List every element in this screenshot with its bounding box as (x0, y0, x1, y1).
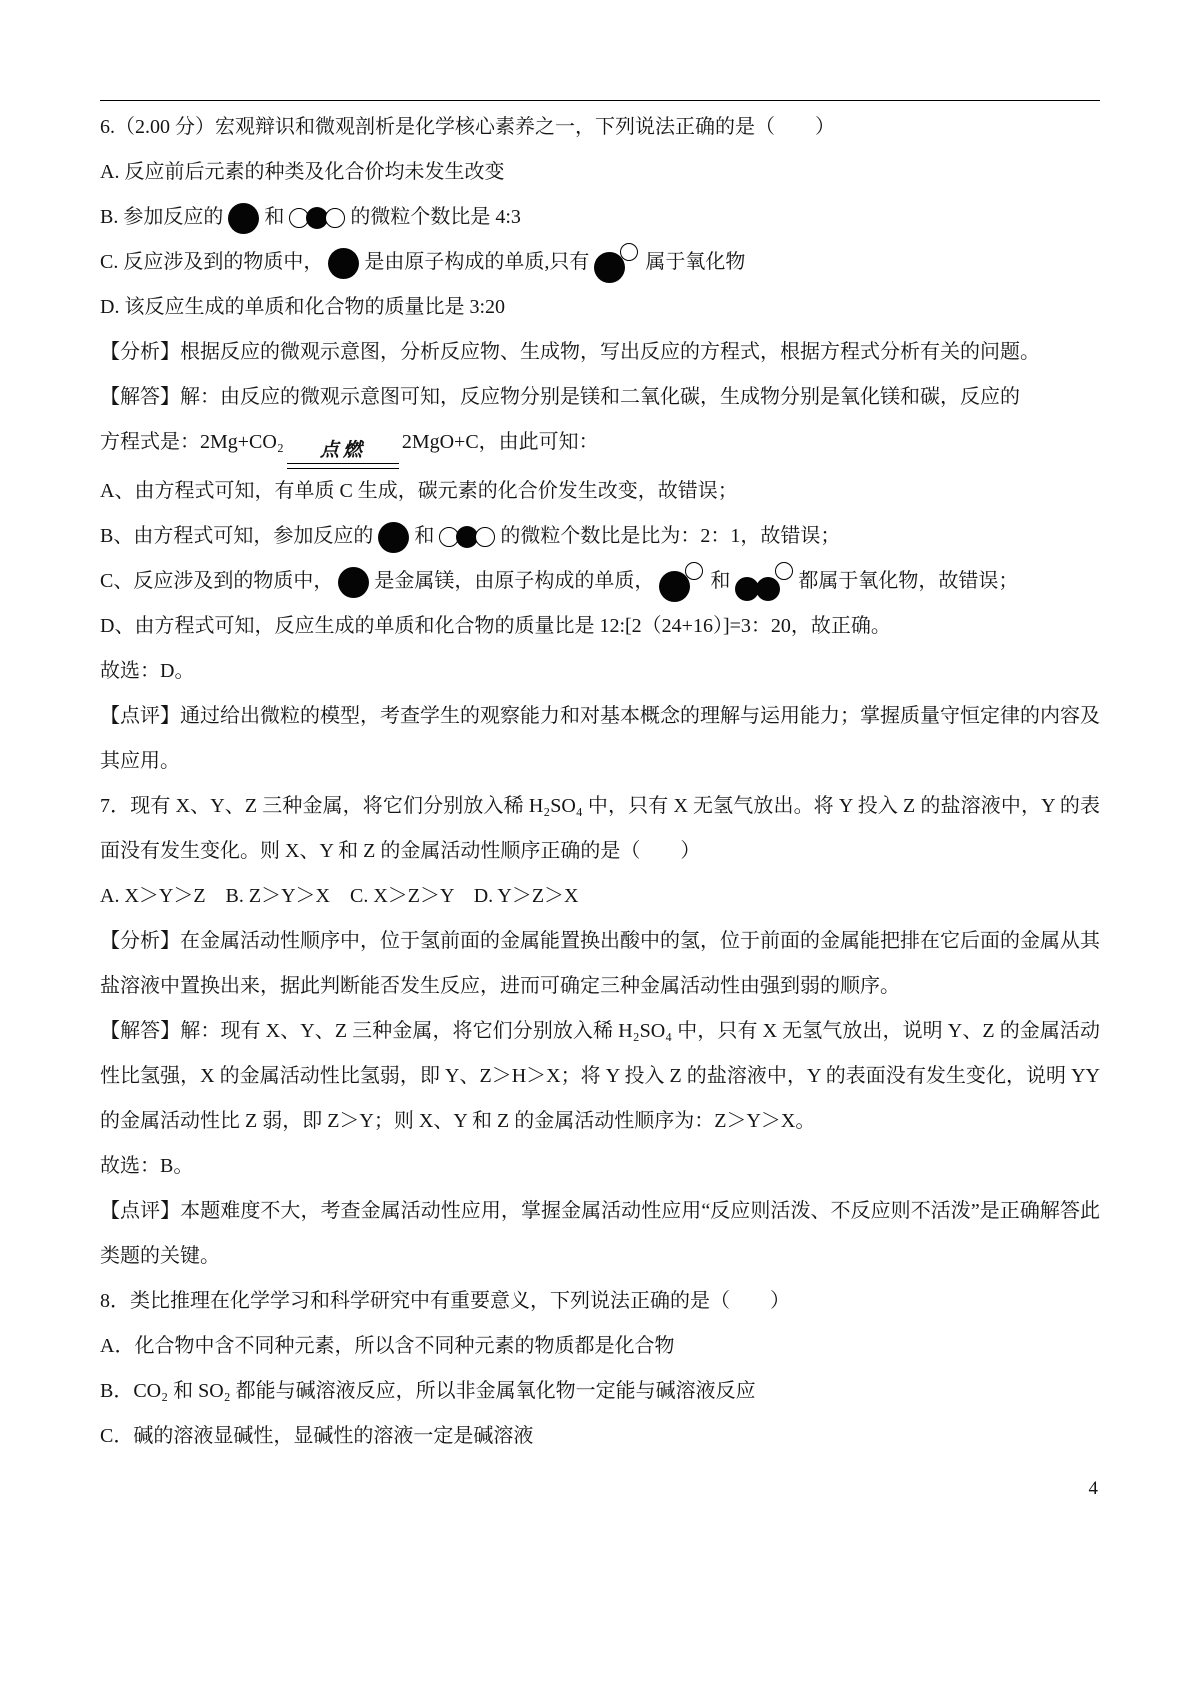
q6-answer-b-post: 的微粒个数比是比为：2：1，故错误； (500, 525, 841, 547)
q6-option-b (100, 195, 1100, 240)
page-number: 4 (1088, 1478, 1098, 1499)
q6-stem: 6.（2.00 分）宏观辩识和微观剖析是化学核心素养之一，下列说法正确的是（ ） (100, 116, 835, 138)
mgo-molecule-icon (659, 561, 705, 603)
q6-option-a: A. 反应前后元素的种类及化合价均未发生改变 (100, 161, 505, 183)
q7-analysis: 【分析】在金属活动性顺序中，位于氢前面的金属能置换出酸中的氢，位于前面的金属能把排在它后面的金属从其盐溶液中置换出来，据此判断能否发生反应，进而可确定三种金属活动性由强到弱的顺序。 (100, 930, 1100, 997)
q7-answer: 【解答】解：现有 X、Y、Z 三种金属，将它们分别放入稀 H₂SO₄ 中，只有 X 无氢气放出，说明 Y、Z 的金属活动性比氢强，X 的金属活动性比氢弱，即 Y、Z＞H＞X；将 Y 投入 Z 的盐溶液中，Y 的表面没有发生变化，说明 YY 的金属活动性比 Z 弱，即 Z＞Y；则 X、Y 和 Z 的金属活动性顺序为：Z＞Y＞X。 (100, 1020, 1100, 1132)
q8-option-a: A．化合物中含不同种元素，所以含不同种元素的物质都是化合物 (100, 1335, 675, 1357)
q6-answer-intro: 【解答】解：由反应的微观示意图可知，反应物分别是镁和二氧化碳，生成物分别是氧化镁和碳，反应的 (100, 386, 1020, 408)
q6-analysis: 【分析】根据反应的微观示意图，分析反应物、生成物，写出反应的方程式，根据方程式分析有关的问题。 (100, 341, 1040, 363)
q6-option-d: D. 该反应生成的单质和化合物的质量比是 3:20 (100, 296, 505, 318)
q8-stem: 8．类比推理在化学学习和科学研究中有重要意义，下列说法正确的是（ ） (100, 1290, 790, 1312)
q6-choice: 故选：D。 (100, 660, 195, 682)
q6-answer-b (100, 514, 1100, 559)
q6-answer-c (100, 559, 1100, 604)
q6-answer-b-pre: B、由方程式可知，参加反应的 (100, 525, 374, 547)
ignition-condition-label: 点燃 (319, 440, 366, 461)
mg-atom-icon (228, 203, 259, 234)
q6-option-c-mid: 是由原子构成的单质,只有 (364, 251, 590, 273)
co2-molecule-icon (439, 526, 495, 548)
q6-option-c-pre: C. 反应涉及到的物质中， (100, 251, 324, 273)
q6-equation-line (100, 420, 1100, 469)
q6-equation-post: 2MgO+C，由此可知： (401, 431, 599, 453)
page-content (100, 100, 1100, 1459)
q6-option-c (100, 240, 1100, 285)
q8-option-b: B．CO₂ 和 SO₂ 都能与碱溶液反应，所以非金属氧化物一定能与碱溶液反应 (100, 1380, 756, 1402)
q6-option-b-mid: 和 (264, 206, 285, 228)
mg-atom-icon (338, 567, 369, 598)
q7-stem: 7．现有 X、Y、Z 三种金属，将它们分别放入稀 H₂SO₄ 中，只有 X 无氢气放出。将 Y 投入 Z 的盐溶液中，Y 的表面没有发生变化。则 X、Y 和 Z 的金属活动性顺序正确的是（ ） (100, 795, 1100, 862)
q6-answer-a: A、由方程式可知，有单质 C 生成，碳元素的化合价发生改变，故错误； (100, 480, 738, 502)
q6-option-b-post: 的微粒个数比是 4:3 (350, 206, 521, 228)
q6-answer-c-mid2: 和 (710, 570, 731, 592)
q7-choice: 故选：B。 (100, 1155, 194, 1177)
mg-atom-icon (378, 522, 409, 553)
mg-atom-icon (328, 248, 359, 279)
q8-option-c: C．碱的溶液显碱性，显碱性的溶液一定是碱溶液 (100, 1425, 534, 1447)
header-divider (100, 100, 1100, 101)
co2-molecule-icon (289, 207, 345, 229)
q6-answer-c-pre: C、反应涉及到的物质中， (100, 570, 334, 592)
q6-answer-c-mid1: 是金属镁，由原子构成的单质， (374, 570, 655, 592)
mgo-molecule-icon (594, 242, 640, 284)
q6-option-c-post: 属于氧化物 (645, 251, 746, 273)
q6-equation-pre: 方程式是：2Mg+CO₂ (100, 431, 284, 453)
q6-option-b-pre: B. 参加反应的 (100, 206, 224, 228)
q7-comment: 【点评】本题难度不大，考查金属活动性应用，掌握金属活动性应用“反应则活泼、不反应则不活泼”是正确解答此类题的关键。 (100, 1200, 1100, 1267)
q7-options: A. X＞Y＞Z B. Z＞Y＞X C. X＞Z＞Y D. Y＞Z＞X (100, 885, 579, 907)
q6-answer-b-mid: 和 (414, 525, 435, 547)
q6-comment: 【点评】通过给出微粒的模型，考查学生的观察能力和对基本概念的理解与运用能力；掌握质量守恒定律的内容及其应用。 (100, 705, 1100, 772)
q6-answer-c-post: 都属于氧化物，故错误； (798, 570, 1019, 592)
oxide-molecule-icon (735, 562, 793, 602)
ignition-condition (287, 440, 399, 469)
q6-answer-d: D、由方程式可知，反应生成的单质和化合物的质量比是 12:[2（24+16）]=3：20，故正确。 (100, 615, 891, 637)
